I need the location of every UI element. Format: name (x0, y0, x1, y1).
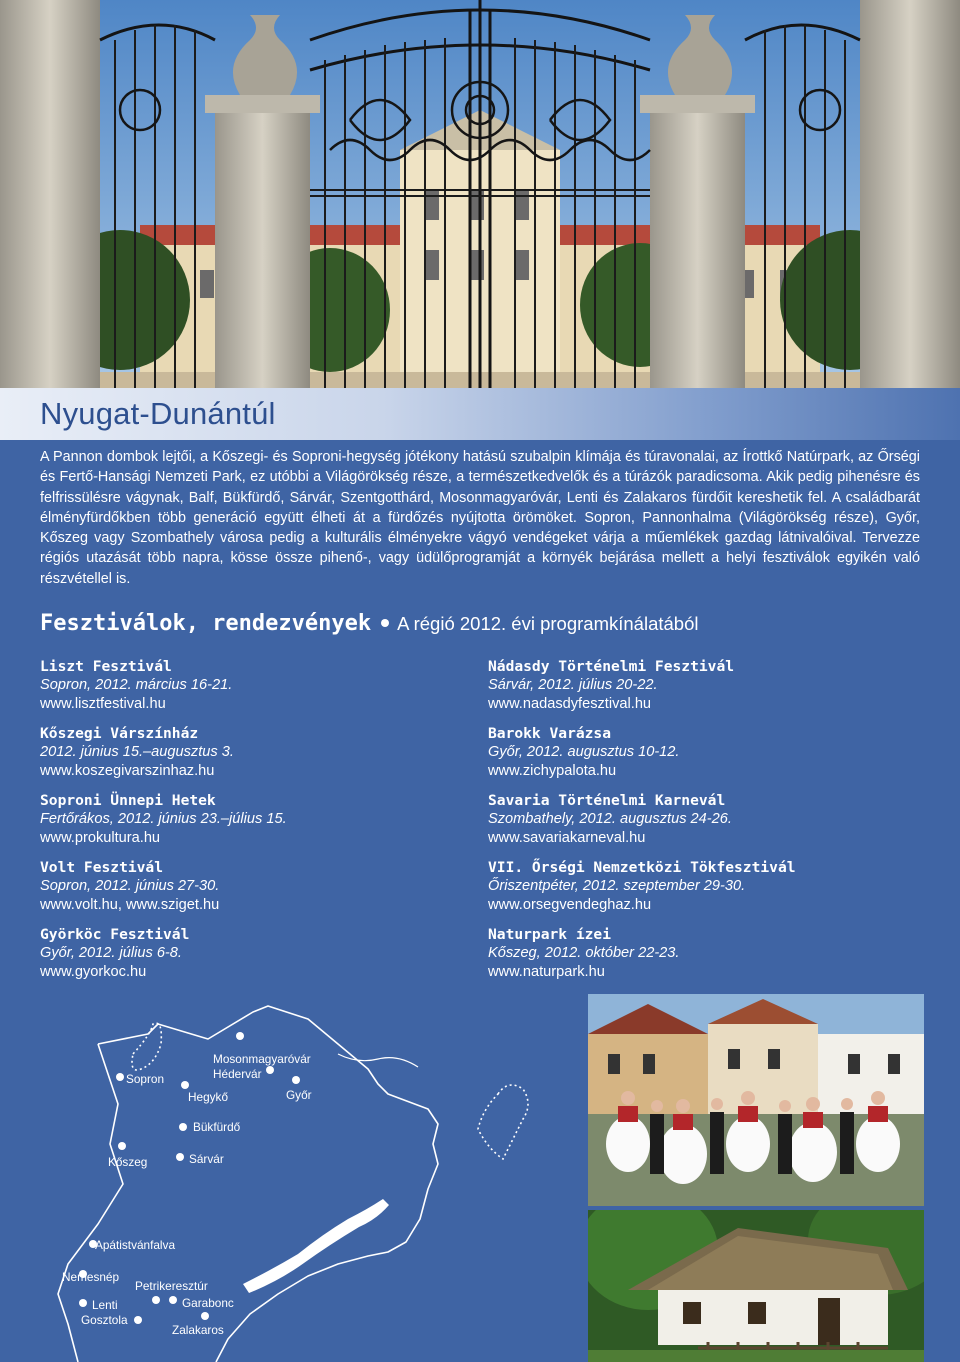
festivals-heading-sub: A régió 2012. évi programkínálatából (397, 613, 699, 634)
thatched-house-photo (588, 1210, 924, 1362)
page-title: Nyugat-Dunántúl (40, 396, 276, 431)
festival-item (40, 858, 480, 925)
festival-item (40, 657, 480, 724)
festival-url[interactable]: www.zichypalota.hu (488, 763, 617, 779)
bullet-icon (381, 619, 389, 627)
hero-photo-palace-gate (0, 0, 960, 388)
festival-name: Kőszegi Várszínház (40, 725, 199, 742)
map-town-label: Kőszeg (108, 1155, 148, 1169)
festival-item (488, 791, 928, 858)
festival-url[interactable]: www.gyorkoc.hu (40, 964, 147, 980)
map-town-label: Apátistvánfalva (95, 1238, 176, 1252)
intro-paragraph: A Pannon dombok lejtői, a Kőszegi- és Soproni-hegység jótékony hatású szubalpin klímája és túravonalai, az Írottkő Natúrpark, az Őrségi és Fertő-Hansági Nemzeti Park, ez utóbbi a Világörökség része, a természetkedvelők és a túrázók paradicsoma. Akik pedig pihenésre és felfrissülésre vágynak, Balf, Bükfürdő, Sárvár, Szentgotthárd, Mosonmagyaróvár, Lenti és Zalakaros fürdőit kereshetik fel. A családbarát élményfürdőkben több generáció együtt élheti át a fürdőzés nyújtotta örömöket. Sopron, Pannonhalma (Világörökség része), Győr, Kőszeg vagy Szombathely városa pedig a kulturális élményekre vágyó vendégeket várja a műemlékek gazdag látnivalóival. Tervezze régiós utazását több napra, kösse össze pihenő-, vagy üdülőprogramját a környék bejárása mellett a helyi fesztiválok egyikén való részvétellel is. (40, 449, 920, 587)
festival-item (40, 724, 480, 791)
festival-date: Sopron, 2012. március 16-21. (40, 677, 233, 693)
map-town-label: Győr (286, 1088, 312, 1102)
map-town-label: Petrikeresztúr (135, 1279, 208, 1293)
map-town-label: Bükfürdő (193, 1120, 241, 1134)
festival-item (488, 925, 928, 992)
map-town-label: Nemesnép (62, 1270, 120, 1284)
festival-date: Fertőrákos, 2012. június 23.–július 15. (40, 811, 287, 827)
folk-dance-photo (588, 994, 924, 1206)
intro-text (40, 447, 920, 589)
festival-item (488, 858, 928, 925)
map-town-label: Sopron (126, 1072, 165, 1086)
festival-date: 2012. június 15.–augusztus 3. (40, 744, 234, 760)
festival-name: Naturpark ízei (488, 926, 612, 943)
festival-item (40, 925, 480, 992)
festival-name: Soproni Ünnepi Hetek (40, 792, 216, 809)
festival-url[interactable]: www.nadasdyfesztival.hu (488, 696, 652, 712)
festival-name: Volt Fesztivál (40, 859, 164, 876)
festival-date: Szombathely, 2012. augusztus 24-26. (488, 811, 732, 827)
festival-item (488, 724, 928, 791)
festival-list-left (40, 657, 480, 992)
map-town-label: Zalakaros (172, 1323, 224, 1337)
festival-item (488, 657, 928, 724)
region-outline (38, 994, 578, 1362)
festival-date: Sopron, 2012. június 27-30. (40, 878, 220, 894)
festival-list-right (488, 657, 928, 992)
map-town-label: Garabonc (182, 1296, 234, 1310)
festival-date: Kőszeg, 2012. október 22-23. (488, 945, 680, 961)
festival-name: Liszt Fesztivál (40, 658, 172, 675)
festival-name: VII. Őrségi Nemzetközi Tökfesztivál (488, 859, 796, 876)
festival-url[interactable]: www.savariakarneval.hu (488, 830, 646, 846)
map-town-label: Sárvár (189, 1152, 224, 1166)
map-town-label: Hédervár (213, 1067, 262, 1081)
festival-url[interactable]: www.prokultura.hu (40, 830, 161, 846)
festival-url[interactable]: www.koszegivarszinhaz.hu (40, 763, 215, 779)
map-town-label: Gosztola (81, 1313, 128, 1327)
festival-url[interactable]: www.naturpark.hu (488, 964, 605, 980)
map-town-label: Mosonmagyaróvár (213, 1052, 311, 1066)
festival-url[interactable]: www.lisztfestival.hu (40, 696, 166, 712)
festival-date: Őriszentpéter, 2012. szeptember 29-30. (488, 878, 746, 894)
festival-url[interactable]: www.orsegvendeghaz.hu (488, 897, 652, 913)
festival-name: Barokk Varázsa (488, 725, 612, 742)
festivals-heading-main: Fesztiválok, rendezvények (40, 611, 372, 636)
map-town-label: Lenti (92, 1298, 118, 1312)
festivals-heading (40, 611, 920, 639)
map-town-label: Hegykő (188, 1090, 228, 1104)
festival-date: Győr, 2012. július 6-8. (40, 945, 182, 961)
festival-name: Györköc Fesztivál (40, 926, 190, 943)
festival-name: Nádasdy Történelmi Fesztivál (488, 658, 735, 675)
festival-name: Savaria Történelmi Karnevál (488, 792, 726, 809)
region-map (38, 994, 578, 1362)
festival-url[interactable]: www.volt.hu, www.sziget.hu (40, 897, 220, 913)
title-band (0, 388, 960, 440)
festival-date: Győr, 2012. augusztus 10-12. (488, 744, 680, 760)
festival-item (40, 791, 480, 858)
festival-date: Sárvár, 2012. július 20-22. (488, 677, 658, 693)
